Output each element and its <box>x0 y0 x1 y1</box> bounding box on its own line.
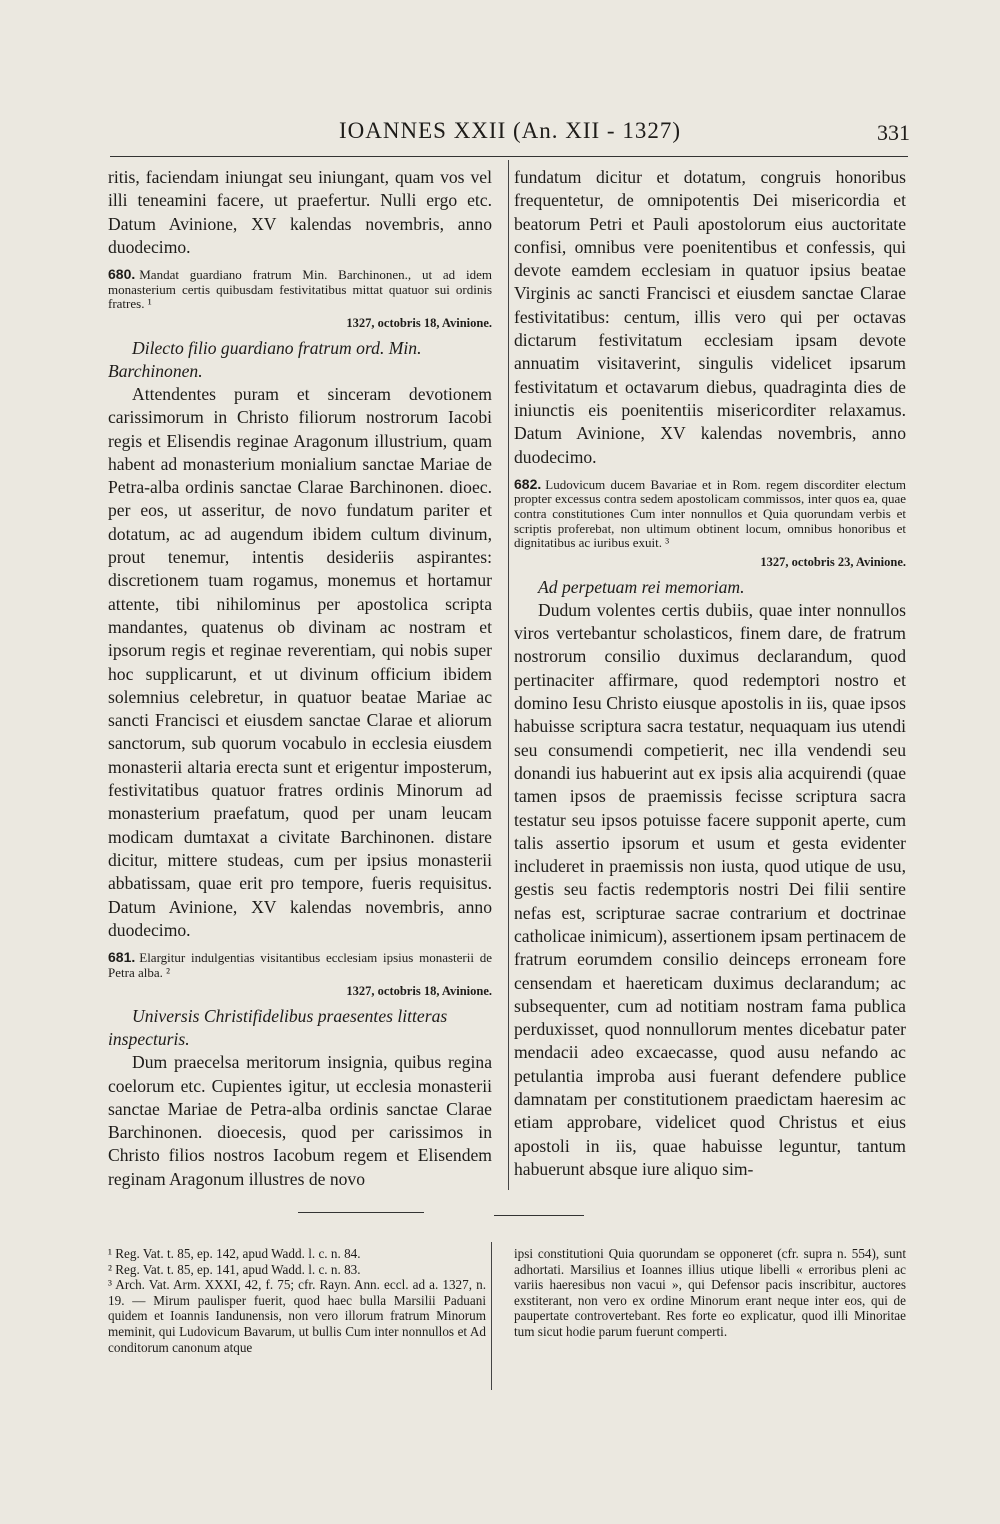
paragraph: fundatum dicitur et dotatum, congruis honoribus frequentetur, de omnipotentis Dei misericordia et beatorum Petri et Pauli apostolorum eius auctoritate confisi, omnibus vere poenitentibus et confessis, qui devote eamdem ecclesiam in quatuor ipsius beatae Virginis ac sancti Francisci et eiusdem sanctae Clarae festivitatibus: centum, illis vero qui per octavas dictarum festivitatum ecclesiam ipsam devote annuatim visitaverint, singulis videlicet ipsarum festivitatum et octavarum diebus, quadraginta dies de iniunctis eis poenitentiis misericorditer relaxamus. Datum Avinione, XV kalendas novembris, anno duodecimo. <box>514 167 906 467</box>
entry-summary: Elargitur indulgentias visitantibus ecclesiam ipsius monasterii de Petra alba. ² <box>108 950 492 980</box>
paragraph: ritis, faciendam iniungat seu iniungant, quam vos vel illi teneamini facere, ut praefertur. Nulli ergo etc. Datum Avinione, XV kalendas novembris, anno duodecimo. <box>108 167 492 257</box>
entry-number: 680. <box>108 266 136 283</box>
entry-680-summary <box>108 267 492 312</box>
footnote-rule-right <box>494 1215 584 1216</box>
header-rule <box>110 156 908 157</box>
letter-text: Dudum volentes certis dubiis, quae inter nonnullos viros vertebantur scholasticos, finem dare, de fratrum nostrorum consilio duximus declarandum, quod pertinaciter affirmare, quod redemptori nostro et domino Iesu Christo eiusque apostolis in iis, quae ipsos habuisse scriptura sacra testatur, nequaquam ius utendi seu consumendi competierit, nec illa vendendi seu donandi ius habuerint aut ex ipsis alia acquirendi (quae tamen ipsos de praemissis fecisse scriptura sacra testatur seu ipsos potuisse facere supponit aperte, cum talis assertio ipsorum et usum et gesta evidenter includeret in praemissis non iusta, quod utique de usu, gestis seu factis redemptoris nostri Dei filii sentire nefas est, scripturae sacrae contrarium et doctrinae catholicae inimicum), assertionem ipsam pertinacem de fratrum eorumdem consilio deinceps erroneam fore censendam et haereticam duximus declarandum; ac subsequenter, cum ad notitiam nostram fama publica perduxisset, quod nonnullorum mentes dicebatur pater mendacii adeo excaecasse, quod ausu nefando ac petulantia improba ausi fuerant defendere publice damnatam per constitutionem praedictam haeresim ac etiam approbare, videlicet quod Christus et eius apostoli in iis, quae habuisse leguntur, tantum habuerunt absque iure aliquo sim- <box>514 599 906 1179</box>
entry-number: 682. <box>514 475 542 492</box>
salutation: Universis Christifidelibus praesentes litteras inspecturis. <box>108 1006 448 1050</box>
left-column <box>108 166 492 1191</box>
footnote: ³ Arch. Vat. Arm. XXXI, 42, f. 75; cfr. Rayn. Ann. eccl. ad a. 1327, n. 19. — Mirum paulisper fuerit, quod haec bulla Marsilii Paduani quidem et Ioannis Iandunensis, non vero illorum fratrum Minorum meminit, qui Ludovicum Bavarum, ut bullis Cum inter nonnullos et Ad conditorum canonum atque <box>108 1277 486 1355</box>
footnote-rule-left <box>298 1212 424 1213</box>
entry-682-summary <box>514 477 906 551</box>
column-divider <box>508 160 509 1190</box>
entry-summary: Ludovicum ducem Bavariae et in Rom. regem discorditer electum propter excessus contra sedem apostolicam commissos, inter quos ea, quae contra constitutiones Cum inter nonnullos et Quia quorundam verbis et scriptis proferebat, non ultimum obtinent locum, omnibus honoribus et dignitatibus ac iuribus exuit. ³ <box>514 476 906 551</box>
footnote: ² Reg. Vat. t. 85, ep. 141, apud Wadd. l. c. n. 83. <box>108 1261 361 1277</box>
entry-number: 681. <box>108 949 136 966</box>
salutation: Dilecto filio guardiano fratrum ord. Min. Barchinonen. <box>108 337 422 381</box>
footnotes-right <box>514 1246 906 1340</box>
running-title: IOANNES XXII (An. XII - 1327) <box>339 118 681 143</box>
letter-text: Dum praecelsa meritorum insignia, quibus regina coelorum etc. Cupientes igitur, ut ecclesia monasterii sanctae Mariae de Petra-alba ordinis sanctae Clarae Barchinonen. dioecesis, quod per carissimos in Christo filios nostros Iacobum regem et Elisendem reginam Aragonum illustres de novo <box>108 1052 492 1189</box>
entry-date: 1327, octobris 23, Avinione. <box>760 554 906 569</box>
entry-681-summary <box>108 950 492 980</box>
salutation: Ad perpetuam rei memoriam. <box>538 576 745 597</box>
page-number: 331 <box>877 120 910 145</box>
running-header <box>110 112 910 152</box>
entry-date: 1327, octobris 18, Avinione. <box>346 315 492 330</box>
right-column <box>514 166 906 1181</box>
letter-text: Attendentes puram et sinceram devotionem carissimorum in Christo filiorum nostrorum Iacobi regis et Elisendis reginae Aragonum illustrium, quam habent ad monasterium monialium sanctae Mariae de Petra-alba ordinis sanctae Clarae Barchinonen. dioec. per eos, ut asseritur, de novo fundatum pariter et dotatum, ac ad augendum ibidem cultum divinum, prout tenemur, intentis desideriis aspirantes: discretionem tuam rogamus, monemus et hortamur attente, tibi nihilominus per apostolica scripta mandantes, quatenus ob divinam ac nostram et ipsorum regis et reginae reverentiam, qui nobis super hoc supplicarunt, et ut divinum officium ibidem solemnius celebretur, in quatuor beatae Mariae ac sancti Francisci et eiusdem sanctae Clarae et aliorum sanctorum, sub quorum vocabulo in ecclesia eiusdem monasterii altaria erecta sunt et erigentur imposterum, festivitatibus quatuor fratres ordinis Minorum ad monasterium praefatum, quod per unam leucam modicam dumtaxat a civitate Barchinonen. distare dicitur, mittere studeas, cum per ipsius monasterii abbatissam, quae erit pro tempore, fueris requisitus. Datum Avinione, XV kalendas novembris, anno duodecimo. <box>108 383 492 940</box>
footnote-divider <box>491 1242 492 1390</box>
entry-summary: Mandat guardiano fratrum Min. Barchinonen., ut ad idem monasterium certis quibusdam festivitatibus mittat quatuor sui ordinis fratres. ¹ <box>108 267 492 312</box>
footnote-continuation: ipsi constitutioni Quia quorundam se opponeret (cfr. supra n. 554), sunt adhortati. Marsilius et Ioannes illius utique libelli « erroribus pleni ac variis haeresibus non vacui », qui Defensor pacis inscribitur, auctores exstiterant, non vero ex ordine Minorum erant neque inter eos, qui de paupertate controvertebant. Res forte eo explicatur, quod illi Minoritae tum sicut hodie parum fuerunt comperti. <box>514 1246 906 1339</box>
footnote: ¹ Reg. Vat. t. 85, ep. 142, apud Wadd. l. c. n. 84. <box>108 1246 361 1261</box>
footnotes-left <box>108 1246 486 1355</box>
entry-date: 1327, octobris 18, Avinione. <box>346 984 492 999</box>
